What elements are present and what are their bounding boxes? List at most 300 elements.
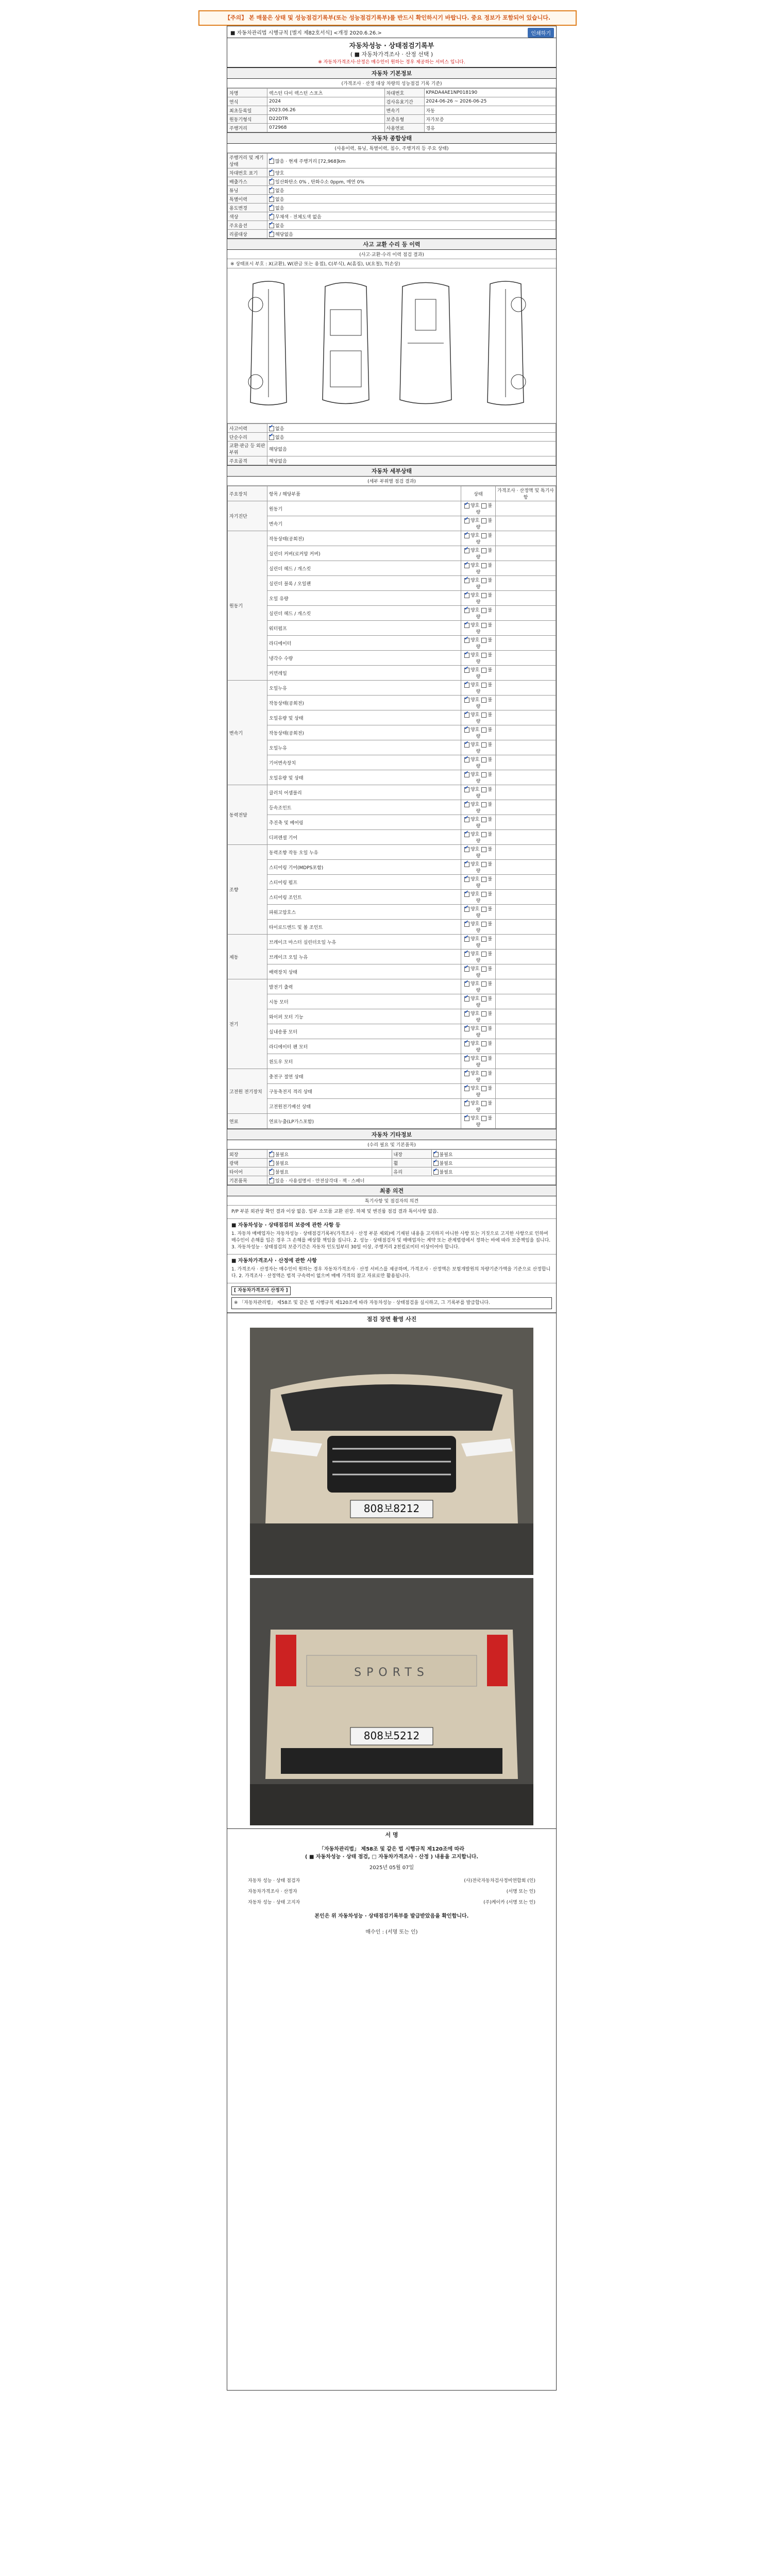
cell xyxy=(267,424,556,433)
detail-item: 고전원전기배선 상태 xyxy=(267,1099,461,1114)
cell xyxy=(267,230,556,239)
status-bad-label: 불량 xyxy=(476,683,493,694)
status-bad-label: 불량 xyxy=(476,668,493,680)
checkbox-checked-icon xyxy=(464,1101,469,1106)
detail-status xyxy=(461,1039,496,1054)
checkbox-empty-icon xyxy=(481,967,486,972)
detail-item: 시동 모터 xyxy=(267,994,461,1009)
status-good-label: 양호 xyxy=(470,1116,480,1121)
condition-table xyxy=(227,153,556,239)
detail-status xyxy=(461,755,496,770)
status-bad-label: 불량 xyxy=(476,802,493,814)
status-good-label: 양호 xyxy=(470,802,480,807)
checkbox-empty-icon xyxy=(481,1011,486,1016)
detail-item: 오일유량 및 상태 xyxy=(267,770,461,785)
checkbox-checked-icon xyxy=(269,206,274,211)
detail-note xyxy=(496,1054,556,1069)
detail-status xyxy=(461,606,496,621)
status-good-label: 양호 xyxy=(470,922,480,927)
detail-note xyxy=(496,920,556,935)
status-bad-label: 불량 xyxy=(476,892,493,904)
checkbox-checked-icon xyxy=(269,171,274,176)
status-bad-label: 불량 xyxy=(476,548,493,560)
status-bad-label: 불량 xyxy=(476,847,493,859)
status-good-label: 양호 xyxy=(470,1041,480,1046)
guide-warranty-text: 1. 자동차 매매업자는 자동차성능 · 상태점검기록부(가격조사 · 산정 부분 제외)에 기재된 내용을 고지하지 아니한 사항 또는 거짓으로 고지한 사항으로 인하여 매수인이 손해를 입은 경우 그 손해를 배상할 책임을 집니다. 2. 성능 · 상태점검자 및 매매업자는 계약 또는 관계법령에서 정하는 바에 따라 보증책임을 집니다. 3. 자동차성능 · 상태점검의 보증기간은 자동차 인도일부터 30일 이상, 주행거리 2천킬로미터 이상이어야 합니다. xyxy=(231,1231,551,1250)
basic-info-title: 자동차 기본정보 xyxy=(227,67,556,79)
detail-status xyxy=(461,666,496,681)
detail-note xyxy=(496,935,556,950)
cell: 단순수리 xyxy=(228,433,267,442)
detail-row xyxy=(228,785,556,800)
detail-row xyxy=(228,860,556,875)
detail-status xyxy=(461,1099,496,1114)
detail-row xyxy=(228,770,556,785)
status-good-label: 양호 xyxy=(470,698,480,703)
detail-note xyxy=(496,636,556,651)
details-table xyxy=(227,486,556,1129)
status-good-label: 양호 xyxy=(470,668,480,673)
detail-item: 클러치 어셈블리 xyxy=(267,785,461,800)
checkbox-checked-icon xyxy=(464,757,469,762)
detail-note xyxy=(496,950,556,964)
detail-item: 기어변속장치 xyxy=(267,755,461,770)
status-good-label: 양호 xyxy=(470,713,480,718)
checkbox-checked-icon xyxy=(433,1161,439,1166)
inspection-record-document xyxy=(227,26,557,2391)
detail-note xyxy=(496,1009,556,1024)
checkbox-checked-icon xyxy=(269,435,274,440)
status-bad-label: 불량 xyxy=(476,518,493,530)
cell xyxy=(267,168,556,177)
cell xyxy=(431,1167,556,1176)
detail-row xyxy=(228,725,556,740)
document-title: 자동차성능 · 상태점검기록부 xyxy=(349,42,434,50)
detail-item: 연료누출(LP가스포함) xyxy=(267,1114,461,1129)
detail-item: 실린더 헤드 / 개스킷 xyxy=(267,606,461,621)
document-header xyxy=(227,26,556,38)
detail-group-name: 제동 xyxy=(228,935,267,979)
detail-row xyxy=(228,651,556,666)
checkbox-checked-icon xyxy=(464,772,469,777)
checkbox-checked-icon xyxy=(269,223,274,228)
status-good-label: 양호 xyxy=(470,981,480,987)
detail-status xyxy=(461,964,496,979)
checkbox-checked-icon xyxy=(464,892,469,897)
checkbox-empty-icon xyxy=(481,802,486,807)
checkbox-empty-icon xyxy=(481,563,486,568)
checkbox-checked-icon xyxy=(464,1071,469,1076)
checkbox-checked-icon xyxy=(269,232,274,237)
status-good-label: 양호 xyxy=(470,877,480,882)
cell-value: 불필요 xyxy=(439,1170,453,1175)
detail-status xyxy=(461,770,496,785)
checkbox-empty-icon xyxy=(481,847,486,852)
detail-group-name: 원동기 xyxy=(228,531,267,681)
cell: 교환·판금 등 외판 부위 xyxy=(228,442,267,456)
cell: 자동 xyxy=(424,106,556,115)
detail-row xyxy=(228,681,556,696)
detail-status xyxy=(461,651,496,666)
detail-row xyxy=(228,994,556,1009)
cell xyxy=(267,1176,556,1185)
inspector-box-text: ※ 「자동차관리법」 제58조 및 같은 법 시행규칙 제120조에 따라 자동차성능 · 상태점검을 실시하고, 그 기록부를 발급합니다. xyxy=(231,1297,552,1309)
checkbox-checked-icon xyxy=(464,996,469,1002)
status-bad-label: 불량 xyxy=(476,623,493,635)
detail-status xyxy=(461,740,496,755)
detail-row xyxy=(228,755,556,770)
cell: 사용연료 xyxy=(384,124,424,132)
truck-rear-image xyxy=(250,1578,533,1825)
status-good-label: 양호 xyxy=(470,593,480,598)
signature-row xyxy=(227,1886,556,1896)
cell-value: 없음 xyxy=(275,223,284,229)
status-bad-label: 불량 xyxy=(476,832,493,844)
detail-note xyxy=(496,546,556,561)
accident-table xyxy=(227,423,556,465)
detail-item: 발전기 출력 xyxy=(267,979,461,994)
checkbox-checked-icon xyxy=(464,832,469,837)
signature-value: (서명 또는 인) xyxy=(506,1889,535,1894)
checkbox-checked-icon xyxy=(464,727,469,733)
signature-footer2: 매수인 : (서명 또는 인) xyxy=(365,1929,418,1935)
cell xyxy=(267,186,556,195)
detail-row xyxy=(228,710,556,725)
checkbox-empty-icon xyxy=(481,1086,486,1091)
checkbox-empty-icon xyxy=(481,668,486,673)
checkbox-empty-icon xyxy=(481,892,486,897)
cell: 연식 xyxy=(228,97,267,106)
opinion-text: P/P 부분 외관상 확인 결과 이상 없음. 일부 소모품 교환 권장. 하체 및 엔진룸 점검 결과 특이사항 없음. xyxy=(227,1206,556,1219)
status-good-label: 양호 xyxy=(470,772,480,777)
checkbox-empty-icon xyxy=(481,548,486,553)
detail-status xyxy=(461,546,496,561)
status-bad-label: 불량 xyxy=(476,578,493,590)
detail-note xyxy=(496,830,556,845)
detail-item: 디퍼렌셜 기어 xyxy=(267,830,461,845)
detail-note xyxy=(496,1069,556,1084)
checkbox-empty-icon xyxy=(481,1041,486,1046)
detail-status xyxy=(461,696,496,710)
cell-value: 불필요 xyxy=(275,1170,289,1175)
detail-note xyxy=(496,845,556,860)
detail-note xyxy=(496,531,556,546)
signature-role: 자동차 성능 · 상태 고지자 xyxy=(248,1900,300,1905)
checkbox-empty-icon xyxy=(481,922,486,927)
status-bad-label: 불량 xyxy=(476,967,493,978)
cell: 보증유형 xyxy=(384,115,424,124)
checkbox-checked-icon xyxy=(464,907,469,912)
front-photo xyxy=(250,1328,533,1575)
detail-note xyxy=(496,666,556,681)
detail-status xyxy=(461,860,496,875)
status-bad-label: 불량 xyxy=(476,952,493,963)
cell: 튜닝 xyxy=(228,186,267,195)
form-reference: ■ 자동차관리법 시행규칙 [별지 제82호서식] <개정 2020.6.26.> xyxy=(230,30,382,36)
status-good-label: 양호 xyxy=(470,937,480,942)
detail-row xyxy=(228,1039,556,1054)
status-bad-label: 불량 xyxy=(476,1041,493,1053)
document-note: ※ 자동차가격조사·산정은 매수인이 원하는 경우 제공하는 서비스 입니다. xyxy=(318,60,465,65)
detail-item: 라디에이터 팬 모터 xyxy=(267,1039,461,1054)
cell: 2024 xyxy=(267,97,385,106)
status-good-label: 양호 xyxy=(470,847,480,852)
status-good-label: 양호 xyxy=(470,1026,480,1031)
status-bad-label: 불량 xyxy=(476,1101,493,1113)
detail-note xyxy=(496,860,556,875)
checkbox-empty-icon xyxy=(481,996,486,1002)
detail-note xyxy=(496,1099,556,1114)
status-bad-label: 불량 xyxy=(476,817,493,829)
checkbox-checked-icon xyxy=(464,742,469,748)
detail-note xyxy=(496,800,556,815)
detail-row xyxy=(228,800,556,815)
cell xyxy=(431,1159,556,1167)
status-good-label: 양호 xyxy=(470,533,480,538)
cell-value: 없음 xyxy=(275,426,284,432)
detail-note xyxy=(496,785,556,800)
detail-row xyxy=(228,875,556,890)
detail-row xyxy=(228,1084,556,1099)
cell xyxy=(267,221,556,230)
cell: 원동기형식 xyxy=(228,115,267,124)
cell-value: 불필요 xyxy=(275,1161,289,1166)
status-bad-label: 불량 xyxy=(476,533,493,545)
detail-row xyxy=(228,964,556,979)
status-bad-label: 불량 xyxy=(476,937,493,948)
detail-group-name: 연료 xyxy=(228,1114,267,1129)
detail-status xyxy=(461,725,496,740)
car-top-icon xyxy=(315,279,377,408)
signature-value: (주)케이카 (서명 또는 인) xyxy=(483,1900,535,1905)
detail-status xyxy=(461,576,496,591)
cell: 차대번호 표기 xyxy=(228,168,267,177)
cell: 내장 xyxy=(392,1150,431,1159)
checkbox-empty-icon xyxy=(481,1116,486,1121)
checkbox-empty-icon xyxy=(481,503,486,509)
checkbox-empty-icon xyxy=(481,817,486,822)
signature-row xyxy=(227,1896,556,1907)
detail-item: 와이퍼 모터 기능 xyxy=(267,1009,461,1024)
checkbox-checked-icon xyxy=(464,847,469,852)
status-bad-label: 불량 xyxy=(476,1011,493,1023)
detail-row xyxy=(228,621,556,636)
detail-item: 윈도우 모터 xyxy=(267,1054,461,1069)
checkbox-checked-icon xyxy=(269,214,274,219)
detail-row xyxy=(228,696,556,710)
signature-footer1: 본인은 위 자동차성능 · 상태점검기록부를 발급받았음을 확인합니다. xyxy=(314,1913,469,1919)
cell: 해당없음 xyxy=(267,442,556,456)
column-header: 항목 / 해당부품 xyxy=(267,486,461,501)
checkbox-checked-icon xyxy=(464,713,469,718)
detail-row xyxy=(228,815,556,830)
cell-value: 없음 xyxy=(275,197,284,202)
detail-status xyxy=(461,621,496,636)
status-bad-label: 불량 xyxy=(476,1071,493,1083)
cell: 사고이력 xyxy=(228,424,267,433)
detail-note xyxy=(496,1084,556,1099)
detail-status xyxy=(461,1009,496,1024)
checkbox-empty-icon xyxy=(481,757,486,762)
detail-status xyxy=(461,890,496,905)
cell: 배출가스 xyxy=(228,177,267,186)
status-bad-label: 불량 xyxy=(476,727,493,739)
detail-item: 브레이크 마스터 실린더오일 누유 xyxy=(267,935,461,950)
cell: 해당없음 xyxy=(267,456,556,465)
detail-note xyxy=(496,994,556,1009)
cell-value: 불필요 xyxy=(275,1152,289,1158)
signature-role: 자동차가격조사 · 산정자 xyxy=(248,1889,297,1894)
guide-price-title: ■ 자동차가격조사 · 산정에 관한 사항 xyxy=(231,1258,317,1264)
status-good-label: 양호 xyxy=(470,623,480,628)
detail-note xyxy=(496,755,556,770)
signature-role: 자동차 성능 · 상태 점검자 xyxy=(248,1878,300,1884)
cell: 변속기 xyxy=(384,106,424,115)
detail-item: 오일 유량 xyxy=(267,591,461,606)
detail-group-name: 조향 xyxy=(228,845,267,935)
status-good-label: 양호 xyxy=(470,653,480,658)
detail-row xyxy=(228,740,556,755)
status-good-label: 양호 xyxy=(470,1101,480,1106)
detail-row xyxy=(228,531,556,546)
checkbox-empty-icon xyxy=(481,1101,486,1106)
detail-item: 변속기 xyxy=(267,516,461,531)
checkbox-empty-icon xyxy=(481,862,486,867)
status-bad-label: 불량 xyxy=(476,713,493,724)
detail-status xyxy=(461,994,496,1009)
detail-note xyxy=(496,1114,556,1129)
status-good-label: 양호 xyxy=(470,578,480,583)
detail-status xyxy=(461,950,496,964)
cell: 외장 xyxy=(228,1150,267,1159)
detail-status xyxy=(461,935,496,950)
checkbox-empty-icon xyxy=(481,907,486,912)
cell xyxy=(267,1167,392,1176)
status-bad-label: 불량 xyxy=(476,1026,493,1038)
cell: 타이어 xyxy=(228,1167,267,1176)
detail-row xyxy=(228,920,556,935)
checkbox-checked-icon xyxy=(464,518,469,523)
detail-row xyxy=(228,1054,556,1069)
detail-item: 오일누유 xyxy=(267,681,461,696)
checkbox-checked-icon xyxy=(464,1011,469,1016)
detail-row xyxy=(228,1069,556,1084)
cell: 용도변경 xyxy=(228,204,267,212)
detail-status xyxy=(461,979,496,994)
cell-value: 일산화탄소 0% , 탄화수소 0ppm, 매연 0% xyxy=(275,179,364,185)
checkbox-checked-icon xyxy=(464,623,469,628)
detail-row xyxy=(228,516,556,531)
detail-item: 스티어링 조인트 xyxy=(267,890,461,905)
document-subtitle: ( ■ 자동차가격조사 · 산정 선택 ) xyxy=(350,51,433,58)
guide-warranty-title: ■ 자동차성능 · 상태점검의 보증에 관한 사항 등 xyxy=(231,1223,341,1228)
checkbox-checked-icon xyxy=(269,197,274,202)
detail-note xyxy=(496,1039,556,1054)
detail-row xyxy=(228,561,556,576)
detail-item: 타이로드엔드 및 볼 조인트 xyxy=(267,920,461,935)
status-good-label: 양호 xyxy=(470,892,480,897)
detail-note xyxy=(496,964,556,979)
checkbox-empty-icon xyxy=(481,981,486,987)
status-bad-label: 불량 xyxy=(476,862,493,874)
detail-row xyxy=(228,845,556,860)
cell-value: 없음 xyxy=(275,435,284,440)
detail-item: 실린더 헤드 / 개스킷 xyxy=(267,561,461,576)
checkbox-empty-icon xyxy=(481,638,486,643)
status-bad-label: 불량 xyxy=(476,593,493,605)
cell: 최초등록일 xyxy=(228,106,267,115)
detail-note xyxy=(496,905,556,920)
cell: 유리 xyxy=(392,1167,431,1176)
svg-text:SPORTS: SPORTS xyxy=(354,1666,429,1679)
detail-note xyxy=(496,516,556,531)
checkbox-checked-icon xyxy=(464,1116,469,1121)
detail-status xyxy=(461,1084,496,1099)
detail-row xyxy=(228,606,556,621)
detail-group-name: 변속기 xyxy=(228,681,267,785)
photos-title: 점검 장면 촬영 사진 xyxy=(227,1313,556,1325)
detail-row xyxy=(228,1114,556,1129)
checkbox-empty-icon xyxy=(481,1056,486,1061)
checkbox-checked-icon xyxy=(464,1041,469,1046)
status-good-label: 양호 xyxy=(470,1086,480,1091)
checkbox-checked-icon xyxy=(464,981,469,987)
checkbox-empty-icon xyxy=(481,1026,486,1031)
guide-price xyxy=(227,1255,556,1283)
cell-value: 없음 xyxy=(275,206,284,211)
status-bad-label: 불량 xyxy=(476,1116,493,1128)
status-good-label: 양호 xyxy=(470,1071,480,1076)
detail-row xyxy=(228,636,556,651)
print-button[interactable]: 인쇄하기 xyxy=(528,28,554,38)
status-bad-label: 불량 xyxy=(476,638,493,650)
basic-info-table xyxy=(227,88,556,132)
accident-title: 사고 교환 수리 등 이력 xyxy=(227,239,556,250)
detail-status xyxy=(461,1069,496,1084)
detail-item: 스티어링 기어(MDPS포함) xyxy=(267,860,461,875)
condition-subtitle: (사용이력, 튜닝, 특별이력, 침수, 주행거리 등 주요 상태) xyxy=(227,144,556,153)
detail-item: 작동상태(공회전) xyxy=(267,696,461,710)
detail-item: 등속조인트 xyxy=(267,800,461,815)
checkbox-checked-icon xyxy=(464,1086,469,1091)
cell xyxy=(431,1150,556,1159)
signature-line1: 「자동차관리법」 제58조 및 같은 법 시행규칙 제120조에 따라 xyxy=(318,1846,465,1852)
detail-item: 브레이크 오일 누유 xyxy=(267,950,461,964)
checkbox-checked-icon xyxy=(464,817,469,822)
status-bad-label: 불량 xyxy=(476,1056,493,1068)
checkbox-checked-icon xyxy=(464,533,469,538)
status-good-label: 양호 xyxy=(470,952,480,957)
condition-title: 자동차 종합상태 xyxy=(227,132,556,144)
status-bad-label: 불량 xyxy=(476,757,493,769)
cell xyxy=(267,1159,392,1167)
detail-status xyxy=(461,501,496,516)
checkbox-checked-icon xyxy=(269,1152,274,1157)
detail-item: 충전구 절연 상태 xyxy=(267,1069,461,1084)
cell: D22DTR xyxy=(267,115,385,124)
checkbox-checked-icon xyxy=(464,952,469,957)
basic-info-subtitle: (가격조사 · 산정 대상 차량의 성능점검 기록 기준) xyxy=(227,79,556,88)
detail-item: 작동상태(공회전) xyxy=(267,531,461,546)
detail-item: 구동축전지 격리 상태 xyxy=(267,1084,461,1099)
checkbox-checked-icon xyxy=(464,683,469,688)
detail-status xyxy=(461,815,496,830)
status-good-label: 양호 xyxy=(470,1056,480,1061)
status-good-label: 양호 xyxy=(470,683,480,688)
detail-status xyxy=(461,830,496,845)
cell xyxy=(267,1150,392,1159)
detail-note xyxy=(496,890,556,905)
